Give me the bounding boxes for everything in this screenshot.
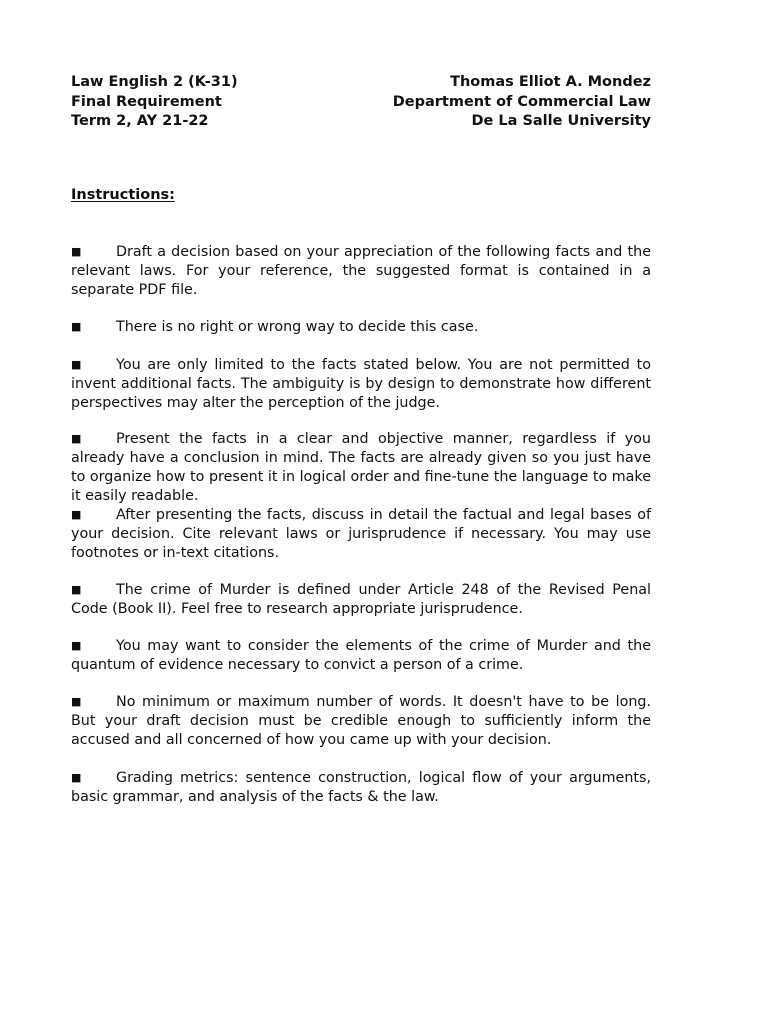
document-page <box>71 0 651 1024</box>
instruction-text: After presenting the facts, discuss in detail the factual and legal bases of your decision. Cite relevant laws or jurisprudence if necessary. You may use footnotes or in-text citations. <box>71 507 651 561</box>
square-bullet-icon: ■ <box>71 320 82 333</box>
department-name: Department of Commercial Law <box>392 93 651 110</box>
instruction-text: The crime of Murder is defined under Article 248 of the Revised Penal Code (Book II). Feel free to research appropriate jurisprudence. <box>71 582 651 617</box>
instruction-item <box>71 317 651 337</box>
course-title: Law English 2 (K-31) <box>71 74 238 90</box>
instruction-text: No minimum or maximum number of words. It doesn't have to be long. But your draft decision must be credible enough to sufficiently inform the accused and all concerned of how you came up with your decision. <box>71 694 651 748</box>
instruction-item <box>71 692 651 750</box>
instruction-text: You are only limited to the facts stated below. You are not permitted to invent additional facts. The ambiguity is by design to demonstrate how different perspectives may alter the perception of the judge. <box>71 357 651 411</box>
instructor-name: Thomas Elliot A. Mondez <box>450 74 651 90</box>
term-label: Term 2, AY 21-22 <box>71 113 209 129</box>
instructions-heading: Instructions: <box>71 187 175 203</box>
square-bullet-icon: ■ <box>71 583 82 596</box>
instruction-item <box>71 355 651 413</box>
instruction-text: You may want to consider the elements of the crime of Murder and the quantum of evidence necessary to convict a person of a crime. <box>71 638 651 673</box>
instruction-item <box>71 636 651 675</box>
university-name: De La Salle University <box>471 113 651 129</box>
square-bullet-icon: ■ <box>71 639 82 652</box>
square-bullet-icon: ■ <box>71 695 82 708</box>
square-bullet-icon: ■ <box>71 432 82 445</box>
instruction-text: Grading metrics: sentence construction, logical flow of your arguments, basic grammar, and analysis of the facts & the law. <box>71 770 651 805</box>
instruction-item <box>71 580 651 619</box>
square-bullet-icon: ■ <box>71 508 82 521</box>
instruction-text: There is no right or wrong way to decide this case. <box>116 319 479 335</box>
square-bullet-icon: ■ <box>71 771 82 784</box>
instruction-text: Draft a decision based on your appreciation of the following facts and the relevant laws. For your reference, the suggested format is contained in a separate PDF file. <box>71 244 651 298</box>
instruction-item <box>71 768 651 807</box>
square-bullet-icon: ■ <box>71 245 82 258</box>
instructor-info <box>393 73 651 132</box>
instruction-item <box>71 429 651 506</box>
course-info <box>71 73 238 132</box>
instruction-item <box>71 505 651 563</box>
instruction-text: Present the facts in a clear and objective manner, regardless if you already have a conclusion in mind. The facts are already given so you just have to organize how to present it in logical order and fine-tune the language to make it easily readable. <box>71 431 651 504</box>
requirement-label: Final Requirement <box>71 93 222 110</box>
square-bullet-icon: ■ <box>71 358 82 371</box>
document-header <box>71 73 651 132</box>
instruction-item <box>71 242 651 300</box>
